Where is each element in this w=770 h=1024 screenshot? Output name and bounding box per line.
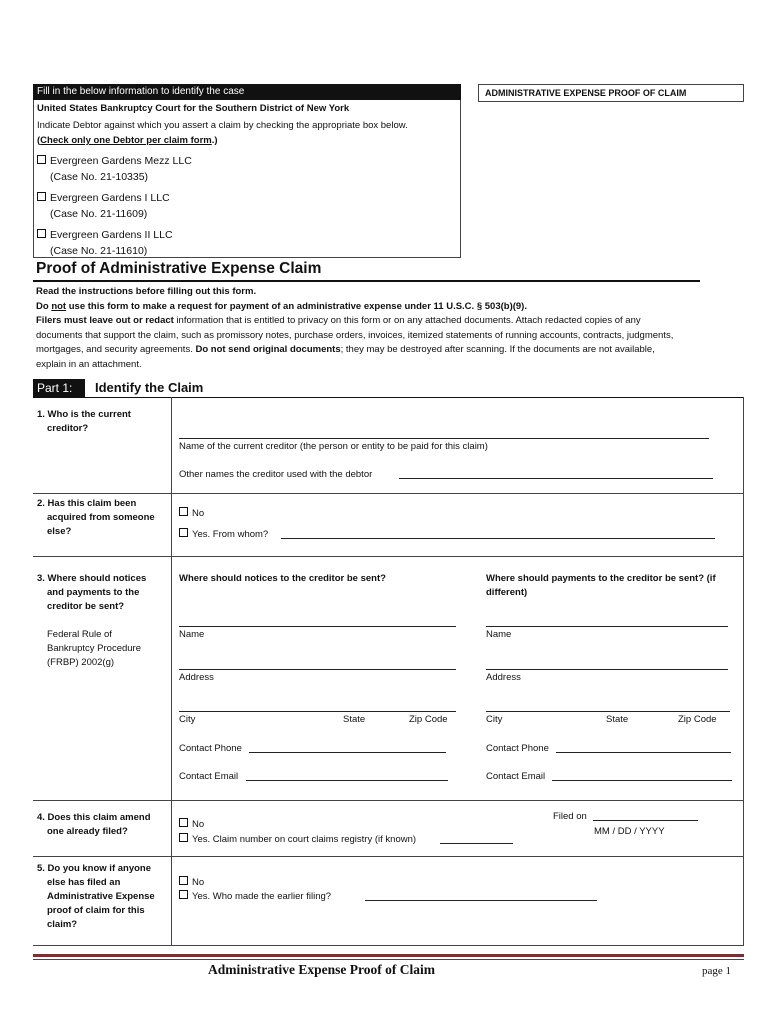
payments-email-field[interactable] [552,770,732,781]
notices-city-field[interactable] [179,701,456,712]
notices-heading: Where should notices to the creditor be sent? [179,573,386,584]
earlier-filer-field[interactable] [365,890,597,901]
checkbox-icon[interactable] [179,818,188,827]
part-title: Identify the Claim [95,380,204,395]
frbp-note: Federal Rule of Bankruptcy Procedure (FRBP) 2002(g) [47,629,141,668]
payments-address-field[interactable] [486,659,728,670]
checkbox-icon[interactable] [179,528,188,537]
checkbox-icon[interactable] [37,155,46,164]
other-names-field[interactable] [399,468,713,479]
payments-phone-field[interactable] [556,742,731,753]
notices-zip-label: Zip Code [409,714,448,725]
claim-number-field[interactable] [440,833,513,844]
payments-email-label: Contact Email [486,771,546,782]
row-divider [33,493,744,494]
filed-on-label: Filed on [553,811,587,822]
notices-city-label: City [179,714,196,725]
row-divider [33,556,744,557]
q4-yes-option[interactable]: Yes. Claim number on court claims registry (if known) [179,833,416,847]
debtor-instruction: Indicate Debtor against which you assert a claim by checking the appropriate box below. [37,120,408,131]
q1-label: 1. Who is the current creditor? [37,409,131,434]
debtor-option-i[interactable]: Evergreen Gardens I LLC (Case No. 21-11609) [37,190,170,222]
q2-yes-option[interactable]: Yes. From whom? [179,528,268,542]
filed-on-field[interactable] [593,810,698,821]
q5-no-option[interactable]: No [179,876,204,890]
checkbox-icon[interactable] [179,833,188,842]
payments-zip-label: Zip Code [678,714,717,725]
notices-address-label: Address [179,672,214,683]
notices-state-label: State [343,714,366,725]
checkbox-icon[interactable] [179,876,188,885]
payments-address-label: Address [486,672,521,683]
q5-label: 5. Do you know if anyone else has filed an Administrative Expense proof of claim for this claim? [37,863,155,930]
q2-no-option[interactable]: No [179,507,204,521]
debtor-option-ii[interactable]: Evergreen Gardens II LLC (Case No. 21-11610) [37,227,173,259]
notices-email-label: Contact Email [179,771,239,782]
debtor-option-mezz[interactable]: Evergreen Gardens Mezz LLC (Case No. 21-10335) [37,153,192,185]
q5-yes-option[interactable]: Yes. Who made the earlier filing? [179,890,331,904]
payments-state-label: State [606,714,629,725]
notices-address-field[interactable] [179,659,456,670]
case-box-header: Fill in the below information to identify the case [33,84,461,100]
check-one-note: (Check only one Debtor per claim form.) [37,135,218,146]
checkbox-icon[interactable] [179,890,188,899]
q2-label: 2. Has this claim been acquired from someone else? [37,498,155,537]
from-whom-field[interactable] [281,528,715,539]
creditor-name-field[interactable] [179,428,709,439]
q3-label: 3. Where should notices and payments to the creditor be sent? [37,573,147,612]
column-divider [171,397,172,946]
q4-label: 4. Does this claim amend one already filed? [37,812,151,837]
other-names-label: Other names the creditor used with the debtor [179,469,373,480]
row-divider [33,800,744,801]
page-number: page 1 [702,965,732,977]
notices-name-label: Name [179,629,205,640]
payments-heading: Where should payments to the creditor be sent? (if different) [486,573,716,598]
checkbox-icon[interactable] [179,507,188,516]
date-format-hint: MM / DD / YYYY [594,826,665,837]
form-title: Proof of Administrative Expense Claim [36,260,322,277]
footer-rule-thick [33,954,744,957]
payments-city-label: City [486,714,503,725]
notices-email-field[interactable] [246,770,448,781]
payments-phone-label: Contact Phone [486,743,549,754]
payments-name-field[interactable] [486,616,728,627]
notices-phone-field[interactable] [249,742,446,753]
part-badge: Part 1: [33,379,85,397]
title-divider [33,280,700,282]
notices-name-field[interactable] [179,616,456,627]
checkbox-icon[interactable] [37,192,46,201]
checkbox-icon[interactable] [37,229,46,238]
row-divider [33,856,744,857]
payments-city-field[interactable] [486,701,730,712]
instructions: Read the instructions before filling out this form. Do not use this form to make a request for payment of an administrative expense under 11 U.S.C. § 503(b)(9). Filers must leave out or redact information that is entitled to privacy on this form or on any attached documents. Attach redacted copies of any documents that support the claim, such as promissory notes, purchase orders, invoices, itemized statements of running accounts, contracts, judgments, mortgages, and security agreements. Do not send original documents; they may be destroyed after scanning. If the documents are not available, explain in an attachment. [36,286,674,370]
admin-claim-title-box: ADMINISTRATIVE EXPENSE PROOF OF CLAIM [478,84,744,102]
payments-name-label: Name [486,629,512,640]
creditor-name-caption: Name of the current creditor (the person or entity to be paid for this claim) [179,441,488,452]
footer-title: Administrative Expense Proof of Claim [208,962,435,977]
court-name: United States Bankruptcy Court for the Southern District of New York [37,103,350,114]
notices-phone-label: Contact Phone [179,743,242,754]
q4-no-option[interactable]: No [179,818,204,832]
footer-rule-thin [33,959,744,960]
